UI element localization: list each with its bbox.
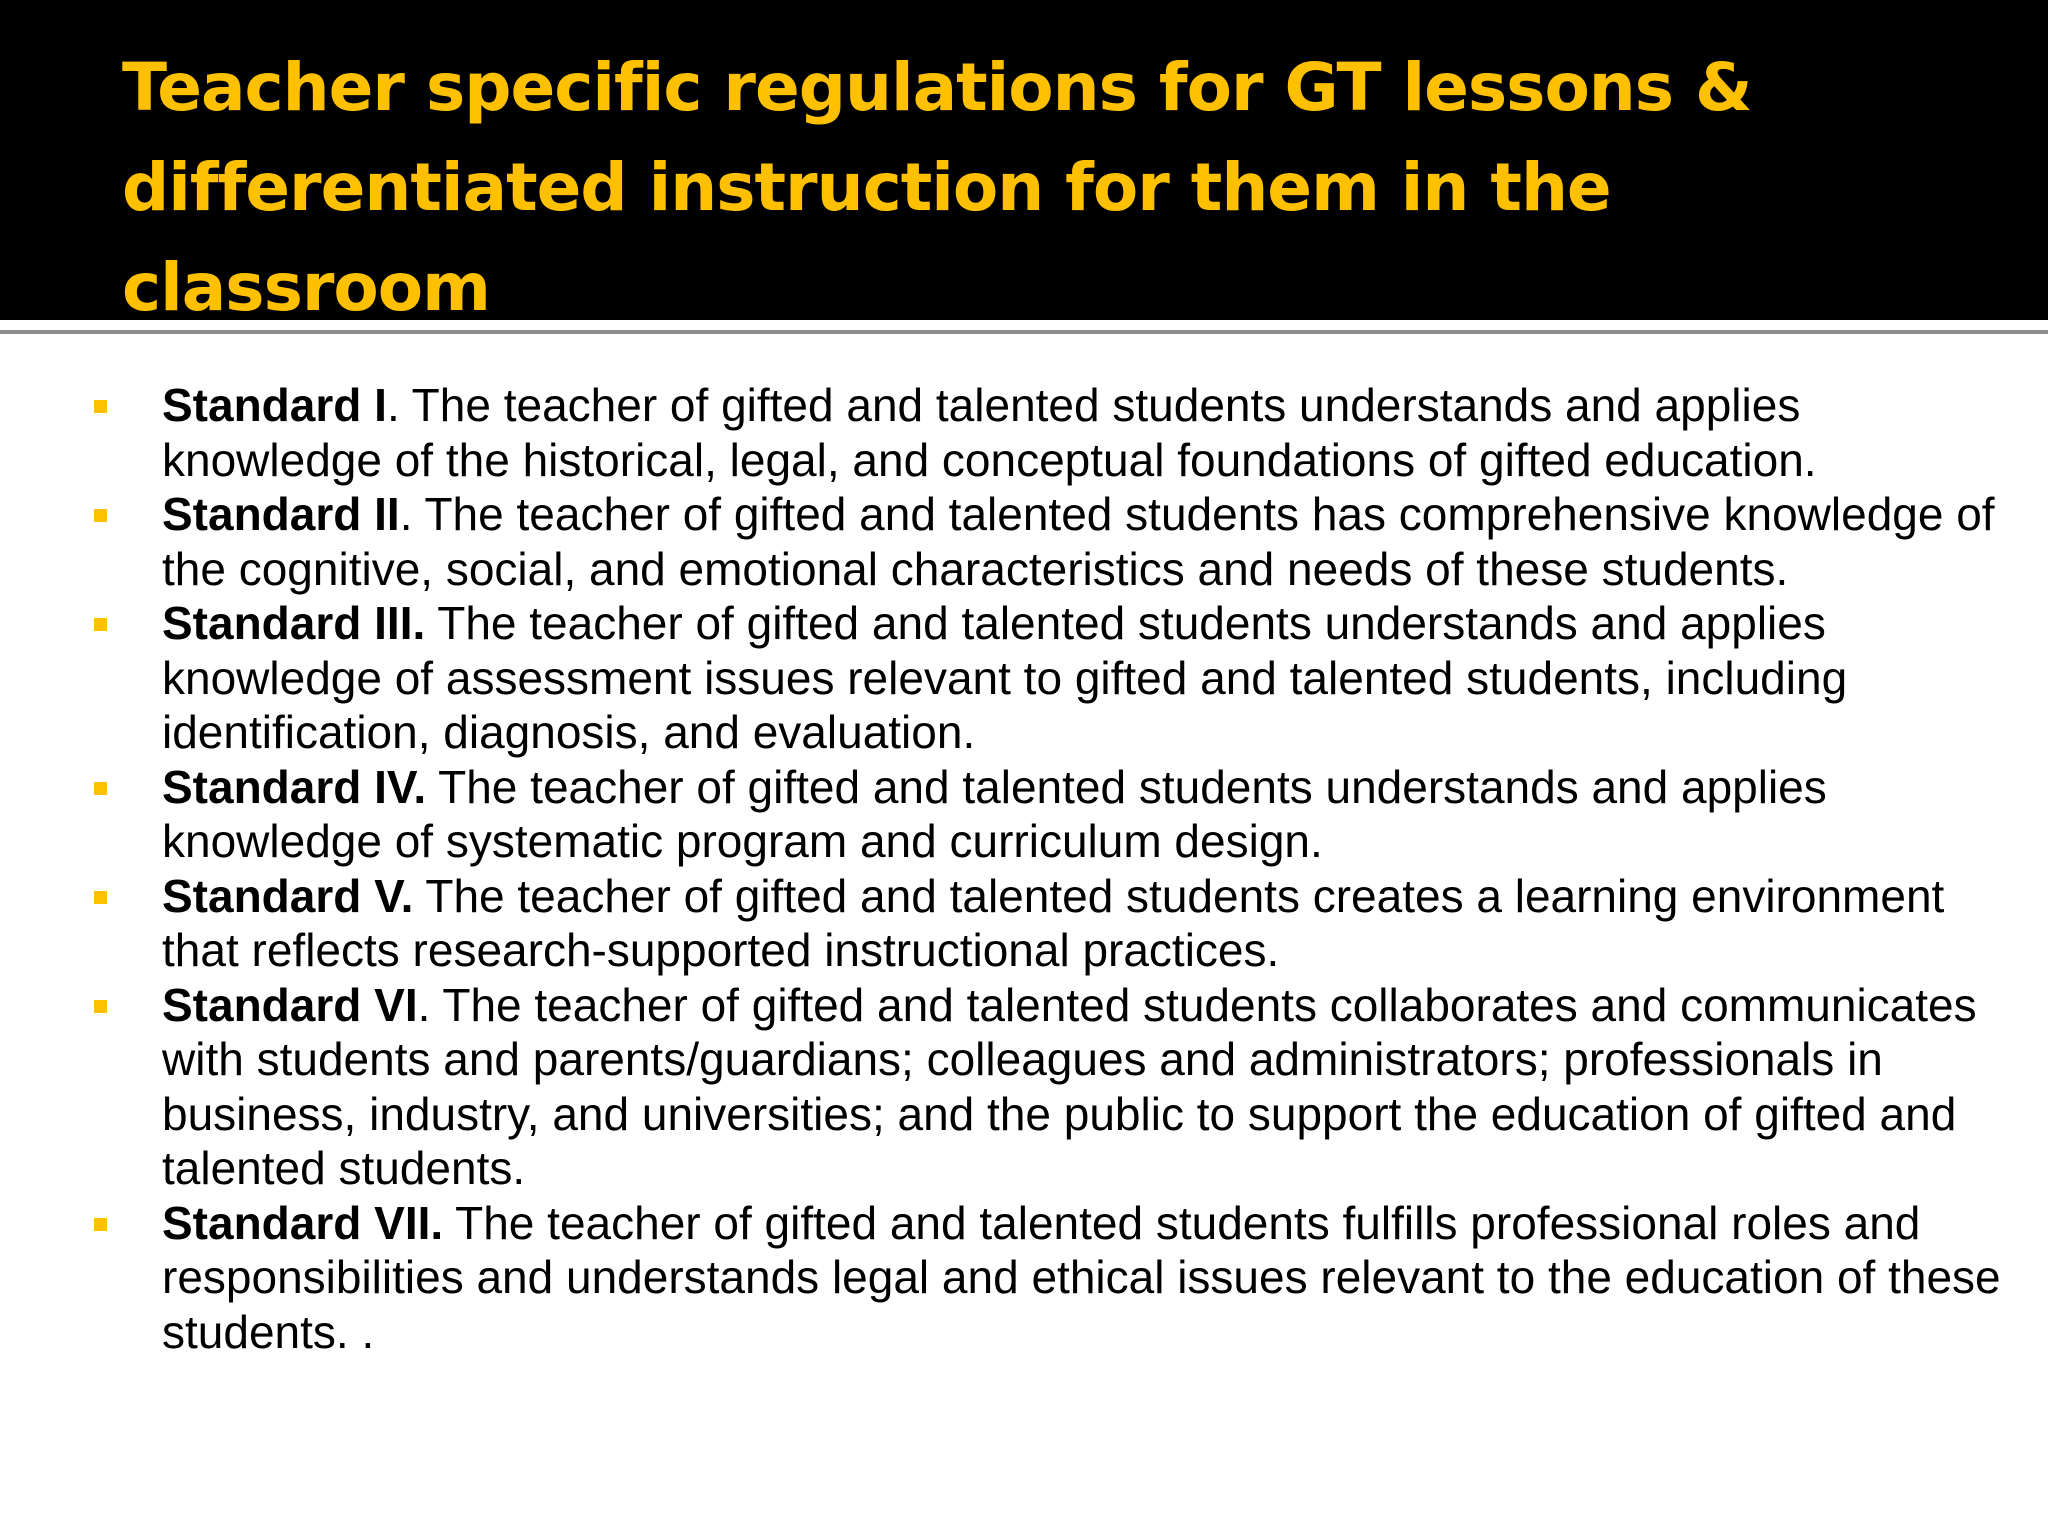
standard-text: . The teacher of gifted and talented students has comprehensive knowledge of the cognitive, social, and emotional characteristics and needs of these students. (162, 488, 1995, 595)
list-item-standard-1 (90, 378, 2010, 487)
square-bullet-icon (94, 1218, 107, 1231)
list-item-standard-3 (90, 596, 2010, 760)
square-bullet-icon (94, 1000, 107, 1013)
list-item-standard-6 (90, 978, 2010, 1196)
standard-text: The teacher of gifted and talented students fulfills professional roles and responsibilities and understands legal and ethical issues relevant to the education of these students. . (162, 1196, 2001, 1358)
standard-label: Standard II (162, 488, 400, 540)
standard-label: Standard I (162, 379, 387, 431)
square-bullet-icon (94, 509, 107, 522)
standard-text: . The teacher of gifted and talented students understands and applies knowledge of the historical, legal, and conceptual foundations of gifted education. (162, 379, 1817, 486)
title-band (0, 0, 2048, 326)
standard-label: Standard VII. (162, 1196, 444, 1249)
standard-label: Standard III. (162, 597, 426, 649)
slide-title: Teacher specific regulations for GT lessons & differentiated instruction for them in the classroom (122, 49, 1752, 326)
standard-label: Standard IV. (162, 760, 427, 813)
standard-label: Standard VI (162, 978, 418, 1031)
list-item-standard-2 (90, 487, 2010, 596)
standard-text: The teacher of gifted and talented students understands and applies knowledge of assessment issues relevant to gifted and talented students, including identification, diagnosis, and evaluation. (162, 597, 1848, 758)
standard-text: . The teacher of gifted and talented students collaborates and communicates with students and parents/guardians; colleagues and administrators; professionals in business, industry, and universities; and the public to support the education of gifted and talented students. (162, 978, 1977, 1194)
list-item-standard-4 (90, 760, 2010, 869)
standard-label: Standard V. (162, 869, 414, 922)
list-item-standard-5 (90, 869, 2010, 978)
square-bullet-icon (94, 400, 107, 413)
standard-text: The teacher of gifted and talented students creates a learning environment that reflects research-supported instructional practices. (162, 869, 1945, 976)
title-divider (0, 330, 2048, 334)
square-bullet-icon (94, 618, 107, 631)
square-bullet-icon (94, 891, 107, 904)
square-bullet-icon (94, 782, 107, 795)
standard-text: The teacher of gifted and talented students understands and applies knowledge of systematic program and curriculum design. (162, 760, 1827, 867)
list-item-standard-7 (90, 1196, 2010, 1360)
standards-list (90, 378, 2010, 1359)
